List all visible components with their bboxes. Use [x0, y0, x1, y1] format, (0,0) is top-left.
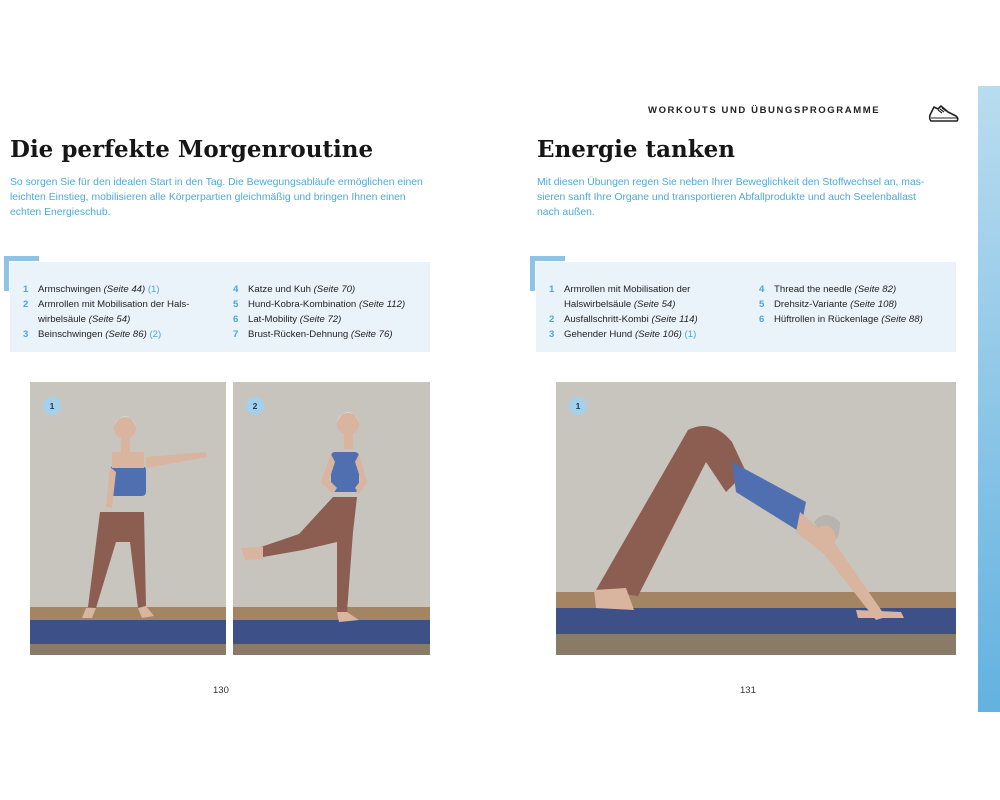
right-page-title: Energie tanken [537, 136, 736, 163]
exercise-item [759, 297, 923, 312]
exercise-number: 3 [23, 329, 29, 340]
exercise-number: 6 [759, 314, 765, 325]
exercise-label [248, 312, 341, 327]
exercise-label [248, 297, 405, 312]
exercise-number: 4 [759, 284, 765, 295]
intro-line: leichten Einstieg, mobilisieren alle Körperpartien gleichmäßig und bringen Ihnen einen [10, 192, 406, 203]
section-header: WORKOUTS UND ÜBUNGSPROGRAMME [648, 105, 881, 116]
page-edge-bar [978, 86, 1000, 712]
page-reference: (Seite 82) [854, 284, 897, 295]
page-reference: (Seite 54) [88, 314, 131, 325]
intro-line: nach außen. [537, 207, 595, 218]
right-exercise-box [536, 262, 956, 352]
left-page-title: Die perfekte Morgenroutine [10, 136, 374, 163]
exercise-number: 1 [549, 284, 555, 295]
photo-number-badge: 1 [569, 397, 587, 415]
page-reference: (Seite 106) [634, 329, 682, 340]
sneaker-icon [928, 103, 960, 125]
exercise-number: 4 [233, 284, 239, 295]
exercise-label [38, 297, 189, 312]
intro-line: So sorgen Sie für den idealen Start in den Tag. Die Bewegungsabläufe ermöglichen einen [10, 177, 423, 188]
exercise-item [759, 282, 923, 297]
exercise-item [549, 312, 698, 327]
page-reference: (Seite 88) [881, 314, 923, 325]
page-reference: (Seite 108) [850, 299, 898, 310]
page-reference: (Seite 76) [350, 329, 393, 340]
exercise-name: Thread the needle [774, 284, 855, 295]
exercise-number [23, 312, 38, 327]
exercise-number: 2 [549, 314, 555, 325]
page-number: 130 [213, 685, 229, 696]
exercise-name: Katze und Kuh [248, 284, 314, 295]
exercise-item [549, 282, 698, 297]
exercise-number: 2 [23, 299, 29, 310]
exercise-name: Brust-Rücken-Dehnung [248, 329, 351, 340]
left-exercise-box [10, 262, 430, 352]
exercise-item [549, 297, 698, 312]
exercise-label [38, 327, 161, 342]
exercise-item [23, 297, 189, 312]
exercise-item [759, 312, 923, 327]
exercise-name: Hund-Kobra-Kombination [248, 299, 359, 310]
exercise-name: Gehender Hund [564, 329, 635, 340]
exercise-name: Beinschwingen [38, 329, 106, 340]
page-reference: (Seite 70) [313, 284, 356, 295]
exercise-name: wirbelsäule [38, 314, 89, 325]
page-number: 131 [740, 685, 756, 696]
exercise-column [233, 282, 405, 342]
downward-dog-illustration [556, 382, 956, 655]
exercise-number: 5 [233, 299, 239, 310]
exercise-label [38, 282, 160, 297]
photo-number-badge: 2 [246, 397, 264, 415]
page-reference: (Seite 112) [358, 299, 406, 310]
photo-reference: (1) [681, 329, 697, 340]
exercise-label [774, 297, 897, 312]
arm-swing-illustration [30, 382, 226, 655]
page-reference: (Seite 114) [651, 314, 698, 325]
exercise-name: Hüftrollen in Rückenlage [774, 314, 882, 325]
exercise-item [23, 282, 189, 297]
left-page-intro [10, 175, 423, 220]
exercise-label [774, 282, 896, 297]
exercise-item [233, 327, 405, 342]
exercise-item [23, 312, 189, 327]
page-reference: (Seite 86) [105, 329, 147, 340]
exercise-label [248, 327, 393, 342]
exercise-name: Halswirbelsäule [564, 299, 634, 310]
exercise-photo-leg-swing [233, 382, 430, 655]
right-page-intro [537, 175, 924, 220]
exercise-number [549, 297, 564, 312]
page-reference: (Seite 54) [633, 299, 676, 310]
page-reference: (Seite 44) [103, 284, 146, 295]
exercise-label [564, 282, 690, 297]
exercise-column [23, 282, 189, 342]
photo-number-badge: 1 [43, 397, 61, 415]
exercise-name: Ausfallschritt-Kombi [564, 314, 652, 325]
exercise-item [233, 282, 405, 297]
leg-swing-illustration [233, 382, 430, 655]
exercise-number: 3 [549, 329, 555, 340]
exercise-number: 6 [233, 314, 239, 325]
exercise-label [38, 312, 130, 327]
exercise-name: Armschwingen [38, 284, 104, 295]
exercise-name: Drehsitz-Variante [774, 299, 851, 310]
exercise-label [248, 282, 355, 297]
exercise-number: 7 [233, 329, 239, 340]
photo-reference: (2) [146, 329, 162, 340]
exercise-label [564, 312, 698, 327]
intro-line: Mit diesen Übungen regen Sie neben Ihrer Beweglichkeit den Stoffwechsel an, mas- [537, 177, 925, 188]
exercise-label [564, 297, 675, 312]
intro-line: echten Energieschub. [10, 207, 111, 218]
page-reference: (Seite 72) [299, 314, 342, 325]
exercise-number: 1 [23, 284, 29, 295]
exercise-number: 5 [759, 299, 765, 310]
photo-reference: (1) [145, 284, 160, 295]
exercise-photo-arm-swing [30, 382, 226, 655]
exercise-label [774, 312, 923, 327]
exercise-item [549, 327, 698, 342]
exercise-label [564, 327, 696, 342]
exercise-item [233, 312, 405, 327]
exercise-item [233, 297, 405, 312]
exercise-name: Armrollen mit Mobilisation der Hals- [38, 299, 190, 310]
exercise-column [549, 282, 698, 342]
exercise-item [23, 327, 189, 342]
exercise-name: Lat-Mobility [248, 314, 300, 325]
exercise-photo-downward-dog [556, 382, 956, 655]
exercise-column [759, 282, 923, 327]
intro-line: sieren sanft Ihre Organe und transportieren Abfallprodukte und auch Seelenballast [537, 192, 916, 203]
exercise-name: Armrollen mit Mobilisation der [564, 284, 691, 295]
